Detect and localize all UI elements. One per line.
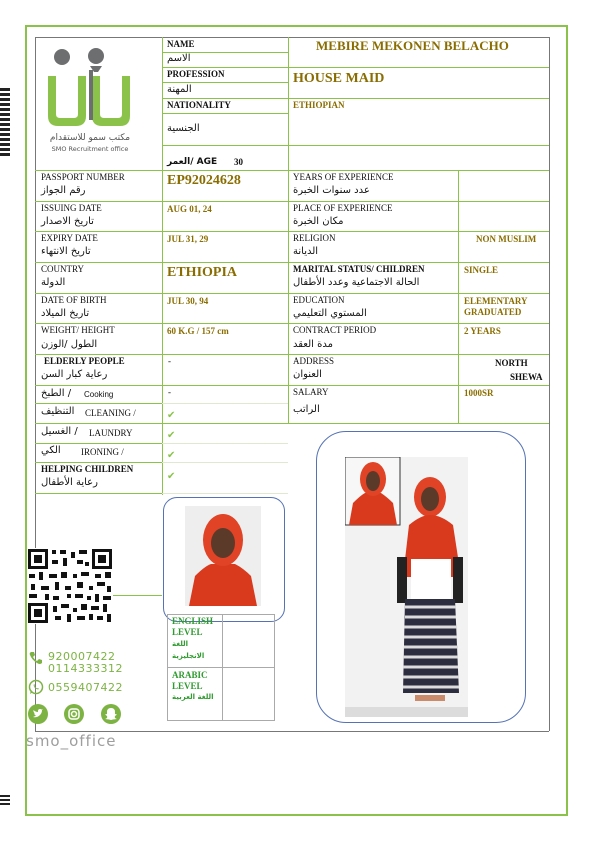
- label-yoe: YEARS OF EXPERIENCE: [293, 172, 394, 182]
- row-line: [288, 98, 549, 99]
- col-divider-1: [162, 37, 163, 495]
- row-line: [35, 423, 549, 424]
- label-weight-height-ar: الطول /الوزن: [41, 339, 98, 350]
- row-line: [35, 462, 162, 463]
- instagram-icon[interactable]: [64, 704, 84, 724]
- label-helping-ar: رعاية الأطفال: [41, 477, 98, 488]
- label-poe-ar: مكان الخبرة: [293, 216, 344, 227]
- fullbody-photo: [345, 457, 468, 717]
- label-helping: HELPING CHILDREN: [41, 464, 134, 474]
- label-name: NAME: [167, 39, 195, 49]
- row-line: [162, 113, 288, 114]
- label-cooking-ar: الطبخ /: [41, 388, 72, 399]
- logo-figure-left: [48, 49, 86, 126]
- row-line: [162, 403, 288, 404]
- label-ironing-ar: الكي: [41, 445, 61, 456]
- row-line: [35, 293, 549, 294]
- label-nationality-ar: الجنسية: [167, 123, 200, 134]
- logo-figure-right: [88, 48, 130, 126]
- row-line: [162, 443, 288, 444]
- value-passport: EP92024628: [167, 173, 241, 188]
- value-religion: NON MUSLIM: [476, 234, 537, 244]
- value-address-1: NORTH: [495, 358, 528, 368]
- label-weight-height: WEIGHT/ HEIGHT: [41, 325, 115, 335]
- row-line: [35, 354, 549, 355]
- value-elderly: -: [168, 356, 171, 366]
- label-english-1: ENGLISH: [172, 616, 214, 626]
- row-line: [35, 231, 549, 232]
- label-arabic-2: LEVEL: [172, 681, 203, 691]
- label-country: COUNTRY: [41, 264, 85, 274]
- label-elderly: ELDERLY PEOPLE: [44, 356, 125, 366]
- table-right-border: [549, 37, 550, 731]
- label-education: EDUCATION: [293, 295, 345, 305]
- label-expiry-ar: تاريخ الانتهاء: [41, 246, 91, 257]
- row-line: [35, 443, 162, 444]
- phone-2[interactable]: 0114333312: [48, 662, 123, 675]
- row-line: [162, 98, 288, 99]
- label-english-ar1: اللغة: [172, 640, 189, 648]
- social-handle[interactable]: smo_office: [26, 732, 117, 750]
- label-nationality: NATIONALITY: [167, 100, 231, 110]
- label-marital: MARITAL STATUS/ CHILDREN: [293, 264, 425, 274]
- row-line: [35, 323, 549, 324]
- label-arabic-1: ARABIC: [172, 670, 208, 680]
- label-age: العمر/ AGE: [167, 157, 218, 167]
- row-line: [35, 403, 162, 404]
- label-issuing-ar: تاريخ الاصدار: [41, 216, 94, 227]
- row-line: [162, 145, 288, 146]
- label-laundry-ar: الغسيل /: [41, 426, 78, 437]
- label-laundry: LAUNDRY: [89, 428, 133, 438]
- value-cooking: -: [168, 387, 171, 397]
- phone-icon: [28, 650, 44, 666]
- label-passport-ar: رقم الجواز: [41, 185, 86, 196]
- label-passport: PASSPORT NUMBER: [41, 172, 125, 182]
- label-english-2: LEVEL: [172, 627, 203, 637]
- row-line: [35, 201, 549, 202]
- check-icon: ✔: [167, 450, 176, 461]
- label-profession: PROFESSION: [167, 69, 225, 79]
- label-contract: CONTRACT PERIOD: [293, 325, 377, 335]
- label-address: ADDRESS: [293, 356, 335, 366]
- value-marital: SINGLE: [464, 265, 499, 275]
- label-profession-ar: المهنة: [167, 84, 192, 95]
- label-country-ar: الدولة: [41, 277, 66, 288]
- label-marital-ar: الحالة الاجتماعية وعدد الأطفال: [293, 277, 420, 288]
- label-religion: RELIGION: [293, 233, 336, 243]
- label-cleaning-ar: التنظيف: [41, 406, 75, 417]
- table-left-border: [35, 37, 36, 731]
- label-dob-ar: تاريخ الميلاد: [41, 308, 90, 319]
- side-code-strip: [0, 88, 10, 158]
- snapchat-icon[interactable]: [101, 704, 121, 724]
- row-line: [35, 262, 549, 263]
- value-address-2: SHEWA: [510, 372, 543, 382]
- smo-logo: [40, 44, 140, 154]
- value-weight-height: 60 K.G / 157 cm: [167, 326, 229, 336]
- label-yoe-ar: عدد سنوات الخبرة: [293, 185, 370, 196]
- check-icon: ✔: [167, 430, 176, 441]
- row-line: [162, 462, 288, 463]
- value-name: MEBIRE MEKONEN BELACHO: [316, 38, 509, 53]
- side-mark: [0, 795, 10, 807]
- label-religion-ar: الديانة: [293, 246, 319, 257]
- value-profession: HOUSE MAID: [293, 71, 385, 86]
- label-expiry: EXPIRY DATE: [41, 233, 98, 243]
- value-expiry: JUL 31, 29: [167, 234, 209, 244]
- label-salary-ar: الراتب: [293, 404, 320, 415]
- row-line: [35, 493, 162, 494]
- label-poe: PLACE OF EXPERIENCE: [293, 203, 393, 213]
- portrait-photo: [185, 506, 261, 606]
- row-line: [35, 385, 549, 386]
- row-line: [167, 667, 275, 668]
- row-line: [288, 67, 549, 68]
- row-line: [162, 493, 288, 494]
- value-country: ETHIOPIA: [167, 265, 238, 280]
- value-issuing: AUG 01, 24: [167, 204, 212, 214]
- label-english-ar2: الانجليزية: [172, 652, 205, 660]
- row-line: [35, 170, 549, 171]
- logo-english: SMO Recruitment office: [51, 145, 129, 153]
- label-name-ar: الاسم: [167, 53, 191, 64]
- value-nationality: ETHIOPIAN: [293, 100, 345, 110]
- value-contract: 2 YEARS: [464, 326, 501, 336]
- logo-arabic: مكتب سمو للاستقدام: [49, 133, 131, 143]
- label-arabic-ar: اللغة العربية: [172, 693, 214, 701]
- label-issuing: ISSUING DATE: [41, 203, 102, 213]
- row-line: [162, 82, 288, 83]
- label-cleaning: CLEANING /: [85, 408, 136, 418]
- col-divider-2: [288, 37, 289, 423]
- value-dob: JUL 30, 94: [167, 296, 209, 306]
- whatsapp-number[interactable]: 0559407422: [48, 681, 123, 694]
- label-ironing: IRONING /: [81, 447, 124, 457]
- value-age: 30: [234, 157, 243, 167]
- check-icon: ✔: [167, 410, 176, 421]
- qr-code-icon: [27, 548, 113, 624]
- twitter-icon[interactable]: [28, 704, 48, 724]
- label-dob: DATE OF BIRTH: [41, 295, 107, 305]
- row-line: [288, 145, 549, 146]
- label-cooking: Cooking: [84, 390, 114, 399]
- value-education-2: GRADUATED: [464, 307, 522, 317]
- row-line: [162, 67, 288, 68]
- label-address-ar: العنوان: [293, 369, 322, 380]
- label-contract-ar: مدة العقد: [293, 339, 333, 350]
- label-elderly-ar: رعاية كبار السن: [41, 369, 108, 380]
- label-salary: SALARY: [293, 387, 329, 397]
- whatsapp-icon: [28, 679, 44, 695]
- phone-1[interactable]: 920007422: [48, 650, 116, 663]
- check-icon: ✔: [167, 471, 176, 482]
- value-salary: 1000SR: [464, 388, 494, 398]
- label-education-ar: المستوي التعليمي: [293, 308, 367, 319]
- value-education-1: ELEMENTARY: [464, 296, 528, 306]
